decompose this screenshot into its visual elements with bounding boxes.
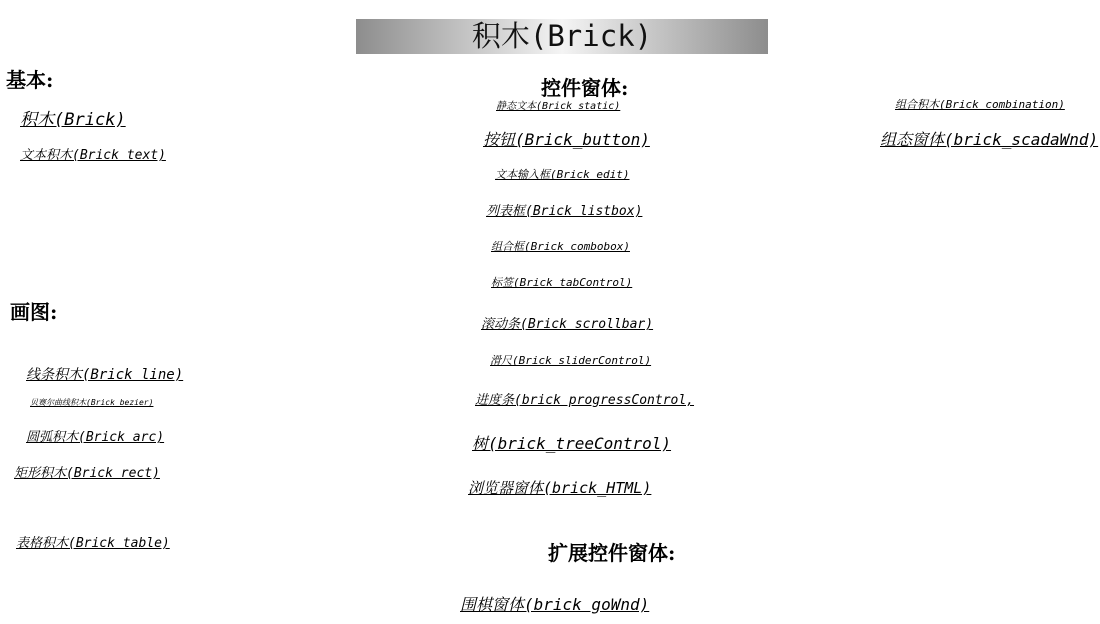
section-heading-drawing: 画图: — [10, 300, 58, 324]
link-brick-scadawnd[interactable]: 组态窗体(brick_scadaWnd) — [880, 130, 1099, 149]
link-brick-listbox[interactable]: 列表框(Brick listbox) — [486, 204, 643, 219]
link-brick-html[interactable]: 浏览器窗体(brick_HTML) — [468, 479, 652, 497]
section-heading-controls: 控件窗体: — [541, 76, 629, 100]
link-brick-progresscontrol[interactable]: 进度条(brick progressControl, — [475, 393, 695, 408]
link-brick-treecontrol[interactable]: 树(brick_treeControl) — [472, 434, 672, 453]
link-brick-gownd[interactable]: 围棋窗体(brick goWnd) — [460, 595, 650, 614]
link-brick-slidercontrol[interactable]: 滑尺(Brick sliderControl) — [490, 354, 652, 367]
link-brick-table[interactable]: 表格积木(Brick table) — [16, 536, 170, 551]
section-heading-basic: 基本: — [6, 68, 54, 92]
link-brick-scrollbar[interactable]: 滚动条(Brick scrollbar) — [481, 317, 654, 332]
link-brick-line[interactable]: 线条积木(Brick line) — [26, 367, 184, 383]
link-brick-tabcontrol[interactable]: 标签(Brick tabControl) — [491, 276, 633, 289]
link-brick-bezier[interactable]: 贝赛尔曲线积木(Brick bezier) — [30, 398, 154, 407]
page-title-banner — [356, 19, 768, 54]
page-title: 积木(Brick) — [471, 19, 653, 53]
link-brick-text[interactable]: 文本积木(Brick text) — [20, 148, 166, 163]
link-brick-edit[interactable]: 文本输入框(Brick edit) — [495, 168, 630, 181]
link-brick-arc[interactable]: 圆弧积木(Brick arc) — [26, 430, 165, 445]
link-brick-button[interactable]: 按钮(Brick_button) — [483, 130, 650, 149]
link-brick-rect[interactable]: 矩形积木(Brick rect) — [14, 466, 160, 481]
link-brick-combobox[interactable]: 组合框(Brick combobox) — [491, 240, 630, 253]
link-brick[interactable]: 积木(Brick) — [20, 110, 126, 130]
link-brick-combination[interactable]: 组合积木(Brick combination) — [895, 98, 1065, 111]
link-brick-static[interactable]: 静态文本(Brick static) — [496, 101, 621, 112]
section-heading-extended: 扩展控件窗体: — [548, 541, 676, 565]
